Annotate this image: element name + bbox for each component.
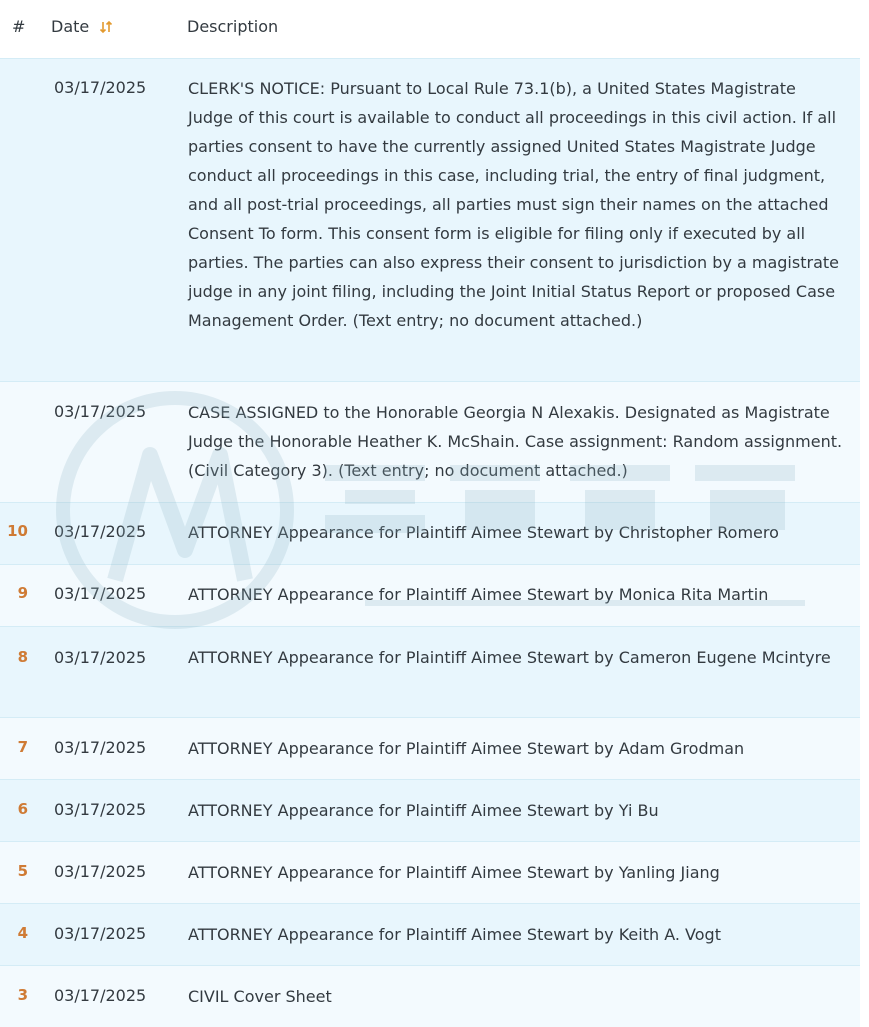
entry-date: 03/17/2025 (54, 800, 147, 819)
entry-date: 03/17/2025 (54, 78, 147, 97)
table-row[interactable] (0, 717, 860, 779)
entry-date: 03/17/2025 (54, 584, 147, 603)
entry-description: ATTORNEY Appearance for Plaintiff Aimee Stewart by Yanling Jiang (188, 863, 720, 882)
table-row[interactable] (0, 58, 860, 381)
header-date-sort[interactable] (51, 17, 113, 36)
header-description: Description (187, 17, 279, 36)
entry-date: 03/17/2025 (54, 648, 147, 667)
entry-description: ATTORNEY Appearance for Plaintiff Aimee Stewart by Cameron Eugene Mcintyre (188, 648, 831, 667)
entry-description: CASE ASSIGNED to the Honorable Georgia N Alexakis. Designated as Magistrate Judge the Honorable Heather K. McShain. Case assignment: Random assignment. (Civil Category 3). (Text entry; no document attached.) (188, 403, 843, 480)
entry-number[interactable]: 6 (17, 800, 28, 818)
table-row[interactable] (0, 779, 860, 841)
table-row[interactable] (0, 502, 860, 564)
entry-date: 03/17/2025 (54, 924, 147, 943)
entry-date: 03/17/2025 (54, 986, 147, 1005)
entry-description: ATTORNEY Appearance for Plaintiff Aimee Stewart by Yi Bu (188, 801, 659, 820)
header-number: # (12, 17, 26, 36)
table-row[interactable] (0, 841, 860, 903)
table-row[interactable] (0, 965, 860, 1027)
entry-date: 03/17/2025 (54, 862, 147, 881)
entry-date: 03/17/2025 (54, 522, 147, 541)
entry-number[interactable]: 10 (7, 522, 28, 540)
entry-date: 03/17/2025 (54, 402, 147, 421)
entry-number[interactable]: 3 (17, 986, 28, 1004)
entry-description: ATTORNEY Appearance for Plaintiff Aimee Stewart by Keith A. Vogt (188, 925, 721, 944)
entry-description: CLERK'S NOTICE: Pursuant to Local Rule 73.1(b), a United States Magistrate Judge of this court is available to conduct all proceedings in this civil action. If all parties consent to have the currently assigned United States Magistrate Judge conduct all proceedings in this case, including trial, the entry of final judgment, and all post-trial proceedings, all parties must sign their names on the attached Consent To form. This consent form is eligible for filing only if executed by all parties. The parties can also express their consent to jurisdiction by a magistrate judge in any joint filing, including the Joint Initial Status Report or proposed Case Management Order. (Text entry; no document attached.) (188, 79, 839, 330)
entry-description: ATTORNEY Appearance for Plaintiff Aimee Stewart by Christopher Romero (188, 523, 779, 542)
header-date-label: Date (51, 17, 90, 36)
entry-number[interactable]: 4 (17, 924, 28, 942)
table-row[interactable] (0, 564, 860, 626)
entry-description: CIVIL Cover Sheet (188, 987, 332, 1006)
entry-number[interactable]: 9 (17, 584, 28, 602)
entry-description: ATTORNEY Appearance for Plaintiff Aimee Stewart by Monica Rita Martin (188, 585, 769, 604)
table-row[interactable] (0, 381, 860, 502)
table-row[interactable] (0, 903, 860, 965)
entry-number[interactable]: 8 (17, 648, 28, 666)
table-header (0, 0, 860, 58)
entry-number[interactable]: 5 (17, 862, 28, 880)
entry-number[interactable]: 7 (17, 738, 28, 756)
entry-description: ATTORNEY Appearance for Plaintiff Aimee Stewart by Adam Grodman (188, 739, 745, 758)
sort-icon[interactable] (99, 20, 113, 34)
entry-date: 03/17/2025 (54, 738, 147, 757)
table-row[interactable] (0, 626, 860, 717)
